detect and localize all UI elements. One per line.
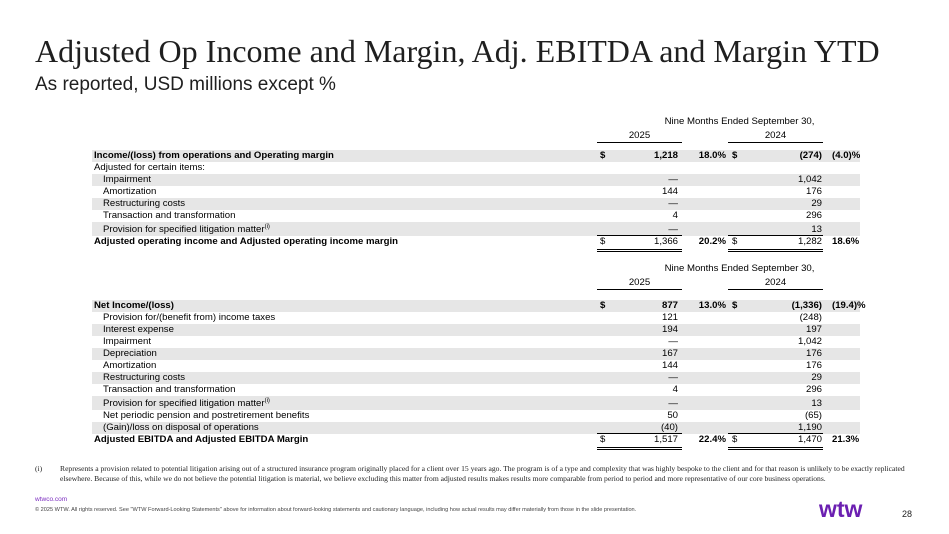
value-2025: — (668, 398, 678, 409)
page-subtitle: As reported, USD millions except % (35, 74, 336, 95)
table-row (92, 384, 860, 396)
value-2025: 50 (667, 410, 678, 421)
row-label-text: Adjusted for certain items: (94, 162, 205, 173)
row-label-text: Net Income/(loss) (94, 300, 174, 311)
row-label (103, 396, 270, 411)
value-2025: 167 (661, 348, 678, 359)
row-label-text: Restructuring costs (103, 372, 186, 383)
value-2025: 1,218 (653, 150, 678, 161)
table-row (92, 222, 860, 236)
row-label-text: Income/(loss) from operations and Operating margin (94, 150, 334, 161)
table-row (92, 336, 860, 348)
value-2024: 1,470 (797, 434, 822, 445)
table-header (92, 116, 860, 146)
footnote-marker: (i) (35, 464, 43, 473)
value-2025: (40) (660, 422, 678, 433)
row-label (94, 162, 205, 174)
table-row (92, 312, 860, 324)
value-2024: 176 (805, 348, 822, 359)
table-row (92, 396, 860, 410)
row-label (103, 336, 151, 348)
value-2025: 877 (661, 300, 678, 311)
row-label (103, 186, 156, 198)
table-row (92, 174, 860, 186)
table-row (92, 348, 860, 360)
year-2025-header: 2025 (597, 130, 682, 143)
dollar-sign-2025: $ (600, 300, 606, 311)
value-2024: 13 (811, 398, 822, 409)
margin-2024: (19.4)% (832, 300, 866, 311)
table-row (92, 300, 866, 312)
period-caption: Nine Months Ended September 30, (664, 263, 815, 274)
dollar-sign-2024: $ (732, 150, 738, 161)
page-number: 28 (902, 509, 913, 519)
period-caption: Nine Months Ended September 30, (664, 116, 815, 127)
row-label (103, 360, 156, 372)
value-2024: 1,190 (797, 422, 822, 433)
value-2024: (248) (799, 312, 822, 323)
margin-2025: 13.0% (698, 300, 726, 311)
row-label-text: Provision for specified litigation matter (103, 398, 265, 409)
row-label-text: Adjusted operating income and Adjusted operating income margin (94, 236, 399, 247)
value-2025: 1,366 (653, 236, 678, 247)
value-2025: — (668, 224, 678, 235)
table-body (92, 300, 866, 446)
value-2025: 4 (672, 384, 678, 395)
footnote-reference: (i) (264, 223, 270, 230)
value-2024: 296 (805, 210, 822, 221)
row-label-text: Amortization (103, 186, 157, 197)
row-label-text: Adjusted EBITDA and Adjusted EBITDA Margin (94, 434, 309, 445)
row-label-text: Impairment (103, 336, 151, 347)
value-2024: 1,042 (797, 336, 822, 347)
dollar-sign-2024: $ (732, 434, 738, 445)
value-2025: — (668, 174, 678, 185)
value-2024: (274) (799, 150, 822, 161)
row-label-text: Restructuring costs (103, 198, 186, 209)
value-2024: 13 (811, 224, 822, 235)
margin-2024: (4.0)% (832, 150, 861, 161)
value-2024: 296 (805, 384, 822, 395)
table-row (92, 186, 860, 198)
margin-2025: 22.4% (698, 434, 726, 445)
row-label (103, 348, 157, 360)
row-label (94, 150, 334, 162)
value-2024: (65) (804, 410, 822, 421)
dollar-sign-2024: $ (732, 236, 738, 247)
footnote-reference: (i) (264, 397, 270, 404)
operating-income-table (92, 116, 860, 248)
table-row (92, 410, 860, 422)
dollar-sign-2025: $ (600, 236, 606, 247)
row-label (103, 422, 259, 434)
margin-2025: 20.2% (698, 236, 726, 247)
table-row (92, 236, 860, 248)
row-label-text: Impairment (103, 174, 151, 185)
table-row (92, 150, 860, 162)
value-2025: 4 (672, 210, 678, 221)
year-2025-header: 2025 (597, 277, 682, 290)
year-2024-header: 2024 (728, 130, 823, 143)
dollar-sign-2025: $ (600, 434, 606, 445)
value-2024: 1,282 (797, 236, 822, 247)
table-row (92, 162, 860, 174)
table-row (92, 372, 860, 384)
row-label-text: Provision for/(benefit from) income taxes (103, 312, 276, 323)
value-2025: — (668, 336, 678, 347)
margin-2025: 18.0% (698, 150, 726, 161)
page-title: Adjusted Op Income and Margin, Adj. EBITDA and Margin YTD (35, 33, 880, 69)
ebitda-table (92, 263, 866, 446)
row-label (103, 222, 270, 237)
value-2024: 197 (805, 324, 822, 335)
row-label-text: Net periodic pension and postretirement benefits (103, 410, 310, 421)
row-label-text: Transaction and transformation (103, 384, 236, 395)
dollar-sign-2025: $ (600, 150, 606, 161)
row-label (103, 324, 174, 336)
table-row (92, 198, 860, 210)
value-2025: 144 (661, 186, 678, 197)
row-label (103, 410, 309, 422)
footnote-text: Represents a provision related to potential litigation arising out of a structured insurance program originally placed for a client over 15 years ago. The program is of a type and complexity that was highly bespoke to the client and for that reason is unlikely to be exactly replicated elsewhere. Because of this, while we do not believe the potential litigation is material, we believe excluding this matter from adjusted results makes results more comparable from period to period and more representative of our core business operations. (60, 464, 905, 483)
value-2025: 194 (661, 324, 678, 335)
value-2024: 29 (811, 372, 822, 383)
year-2024-header: 2024 (728, 277, 823, 290)
value-2024: (1,336) (791, 300, 822, 311)
value-2025: 144 (661, 360, 678, 371)
value-2024: 29 (811, 198, 822, 209)
value-2024: 1,042 (797, 174, 822, 185)
row-label-text: Transaction and transformation (103, 210, 236, 221)
row-label (103, 198, 185, 210)
table-row (92, 360, 860, 372)
legal-notice: © 2025 WTW. All rights reserved. See "WTW Forward-Looking Statements" above for information about forward-looking statements and cautionary language, including how actual results may differ materially from those in the slide presentation. (35, 507, 637, 513)
table-row (92, 434, 860, 446)
row-label (103, 174, 151, 186)
value-2024: 176 (805, 360, 822, 371)
row-label (94, 236, 398, 248)
row-label (103, 312, 275, 324)
wtw-logo (819, 497, 881, 521)
margin-2024: 18.6% (832, 236, 860, 247)
value-2024: 176 (805, 186, 822, 197)
row-label-text: (Gain)/loss on disposal of operations (103, 422, 259, 433)
margin-2024: 21.3% (832, 434, 860, 445)
row-label-text: Provision for specified litigation matter (103, 224, 265, 235)
row-label (103, 384, 235, 396)
value-2025: — (668, 372, 678, 383)
value-2025: 121 (661, 312, 678, 323)
table-row (92, 210, 860, 222)
table-row (92, 324, 860, 336)
row-label (103, 372, 185, 384)
row-label-text: Depreciation (103, 348, 157, 359)
table-body (92, 150, 860, 248)
value-2025: — (668, 198, 678, 209)
row-label-text: Interest expense (103, 324, 174, 335)
footnote (35, 464, 915, 484)
value-2025: 1,517 (653, 434, 678, 445)
row-label-text: Amortization (103, 360, 157, 371)
row-label (94, 300, 174, 312)
row-label (103, 210, 235, 222)
logo-text: wtw (819, 497, 863, 521)
website-link[interactable]: wtwco.com (35, 496, 68, 503)
row-label (94, 434, 308, 446)
dollar-sign-2024: $ (732, 300, 738, 311)
table-header (92, 263, 860, 293)
